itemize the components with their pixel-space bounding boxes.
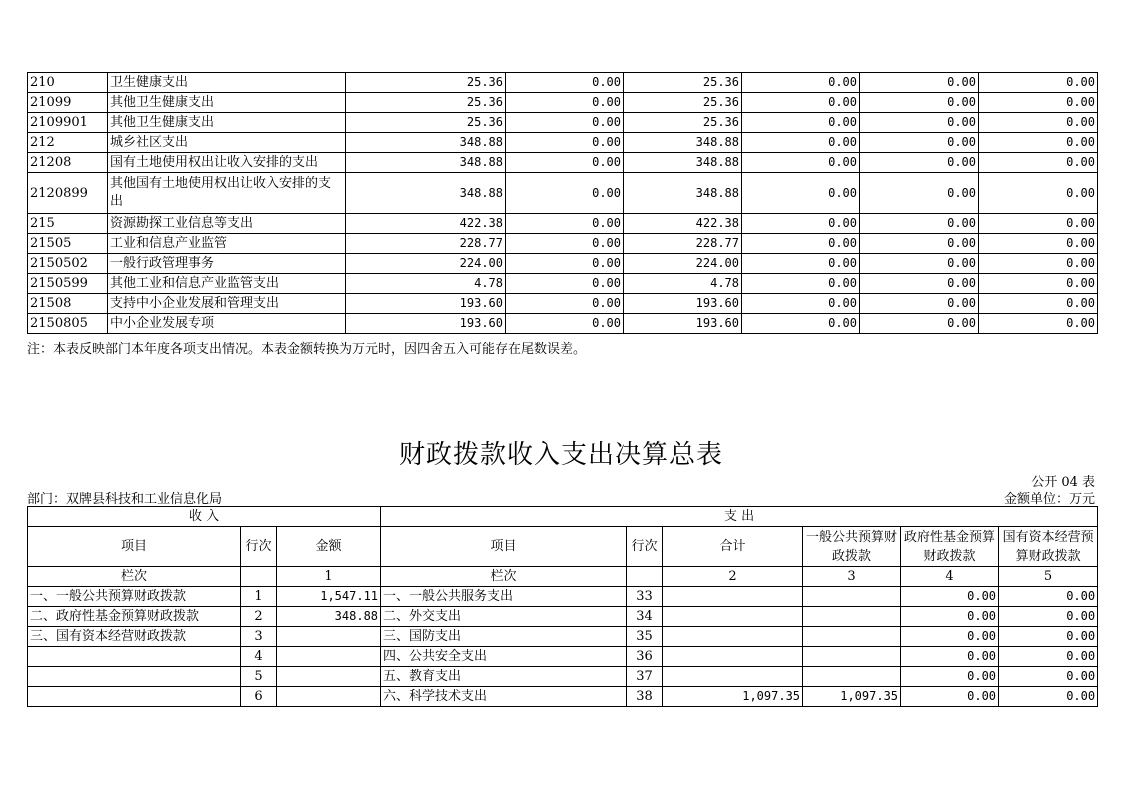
- gov-fund-amount: 0.00: [901, 667, 999, 687]
- row-amount-col5: 0.00: [860, 214, 979, 234]
- col-number: 3: [803, 567, 901, 587]
- expense-item-header: 项目: [381, 527, 627, 567]
- row-name: 其他卫生健康支出: [108, 93, 346, 113]
- income-row-no: 4: [241, 647, 277, 667]
- expense-header: 支 出: [381, 507, 1098, 527]
- gov-fund-amount: 0.00: [901, 687, 999, 707]
- income-amount: [277, 687, 381, 707]
- income-rowno-header: 行次: [241, 527, 277, 567]
- expense-item: 五、教育支出: [381, 667, 627, 687]
- income-amount: [277, 647, 381, 667]
- row-amount-col4: 0.00: [742, 254, 860, 274]
- expense-item: 二、外交支出: [381, 607, 627, 627]
- income-row-no: 5: [241, 667, 277, 687]
- table-row: [28, 93, 1098, 113]
- state-capital-amount: 0.00: [999, 667, 1098, 687]
- row-code: 21099: [28, 93, 108, 113]
- row-amount-col5: 0.00: [860, 113, 979, 133]
- department-label: 部门：双牌县科技和工业信息化局: [27, 492, 223, 507]
- table-row: [28, 587, 1098, 607]
- row-amount-col5: 0.00: [860, 254, 979, 274]
- row-amount-col5: 0.00: [860, 173, 979, 214]
- row-amount-col5: 0.00: [860, 234, 979, 254]
- row-amount-col4: 0.00: [742, 274, 860, 294]
- table-row: [28, 113, 1098, 133]
- gov-fund-amount: 0.00: [901, 647, 999, 667]
- row-code: 215: [28, 214, 108, 234]
- row-amount-total: 25.36: [346, 93, 506, 113]
- gov-fund-amount: 0.00: [901, 607, 999, 627]
- row-amount-project: 422.38: [624, 214, 742, 234]
- expense-row-no: 33: [627, 587, 663, 607]
- table-row: [28, 254, 1098, 274]
- row-amount-project: 4.78: [624, 274, 742, 294]
- row-amount-total: 25.36: [346, 73, 506, 93]
- col-number: 4: [901, 567, 999, 587]
- table-row: [28, 687, 1098, 707]
- row-name: 城乡社区支出: [108, 133, 346, 153]
- income-row-no: 1: [241, 587, 277, 607]
- row-amount-basic: 0.00: [506, 153, 624, 173]
- row-amount-col5: 0.00: [860, 133, 979, 153]
- expense-rowno-header: 行次: [627, 527, 663, 567]
- table-row: [28, 607, 1098, 627]
- total-amount: [663, 627, 803, 647]
- row-amount-project: 193.60: [624, 294, 742, 314]
- row-amount-col4: 0.00: [742, 133, 860, 153]
- row-amount-total: 422.38: [346, 214, 506, 234]
- income-item: [28, 687, 241, 707]
- table-row: [28, 133, 1098, 153]
- row-amount-project: 228.77: [624, 234, 742, 254]
- row-amount-col4: 0.00: [742, 214, 860, 234]
- total-header: 合计: [663, 527, 803, 567]
- row-amount-col6: 0.00: [979, 294, 1098, 314]
- row-name: 其他国有土地使用权出让收入安排的支出: [108, 173, 346, 214]
- row-amount-total: 228.77: [346, 234, 506, 254]
- income-amount: 1,547.11: [277, 587, 381, 607]
- row-code: 2150805: [28, 314, 108, 334]
- gov-fund-amount: 0.00: [901, 627, 999, 647]
- total-amount: [663, 667, 803, 687]
- row-amount-total: 348.88: [346, 153, 506, 173]
- row-amount-basic: 0.00: [506, 93, 624, 113]
- row-name: 中小企业发展专项: [108, 314, 346, 334]
- expense-row-no: 37: [627, 667, 663, 687]
- row-amount-basic: 0.00: [506, 254, 624, 274]
- form-number: 公开 04 表: [1031, 475, 1095, 490]
- row-code: 210: [28, 73, 108, 93]
- row-amount-col5: 0.00: [860, 73, 979, 93]
- expense-item: 六、科学技术支出: [381, 687, 627, 707]
- row-code: 2150502: [28, 254, 108, 274]
- expense-row-no: 38: [627, 687, 663, 707]
- row-amount-col4: 0.00: [742, 153, 860, 173]
- row-amount-col5: 0.00: [860, 274, 979, 294]
- state-capital-amount: 0.00: [999, 607, 1098, 627]
- table-note: 注：本表反映部门本年度各项支出情况。本表金额转换为万元时，因四舍五入可能存在尾数误差。: [27, 342, 587, 357]
- row-name: 一般行政管理事务: [108, 254, 346, 274]
- row-code: 2120899: [28, 173, 108, 214]
- row-amount-col5: 0.00: [860, 314, 979, 334]
- row-code: 2109901: [28, 113, 108, 133]
- row-code: 212: [28, 133, 108, 153]
- row-code: 21505: [28, 234, 108, 254]
- row-amount-col4: 0.00: [742, 93, 860, 113]
- table-row: [28, 667, 1098, 687]
- row-amount-col6: 0.00: [979, 254, 1098, 274]
- gov-fund-header: 政府性基金预算财政拨款: [901, 527, 999, 567]
- row-amount-col4: 0.00: [742, 73, 860, 93]
- row-name: 其他卫生健康支出: [108, 113, 346, 133]
- row-amount-basic: 0.00: [506, 173, 624, 214]
- row-amount-col6: 0.00: [979, 274, 1098, 294]
- table-row: [28, 73, 1098, 93]
- general-budget-amount: [803, 607, 901, 627]
- row-amount-col5: 0.00: [860, 294, 979, 314]
- row-amount-project: 224.00: [624, 254, 742, 274]
- row-amount-basic: 0.00: [506, 113, 624, 133]
- row-amount-basic: 0.00: [506, 214, 624, 234]
- row-amount-col4: 0.00: [742, 113, 860, 133]
- row-amount-basic: 0.00: [506, 234, 624, 254]
- total-amount: [663, 607, 803, 627]
- table-row: [28, 627, 1098, 647]
- row-name: 其他工业和信息产业监管支出: [108, 274, 346, 294]
- total-amount: [663, 647, 803, 667]
- state-capital-amount: 0.00: [999, 687, 1098, 707]
- blank-cell: [627, 567, 663, 587]
- table-row: [28, 234, 1098, 254]
- row-amount-project: 348.88: [624, 153, 742, 173]
- row-amount-col6: 0.00: [979, 73, 1098, 93]
- income-item-header: 项目: [28, 527, 241, 567]
- total-amount: 1,097.35: [663, 687, 803, 707]
- general-budget-amount: [803, 647, 901, 667]
- state-capital-header: 国有资本经营预算财政拨款: [999, 527, 1098, 567]
- row-amount-project: 25.36: [624, 73, 742, 93]
- row-amount-total: 193.60: [346, 294, 506, 314]
- row-amount-basic: 0.00: [506, 294, 624, 314]
- income-amount: [277, 627, 381, 647]
- row-amount-col6: 0.00: [979, 234, 1098, 254]
- col-label: 栏次: [28, 567, 241, 587]
- row-amount-col4: 0.00: [742, 314, 860, 334]
- income-amount-header: 金额: [277, 527, 381, 567]
- row-amount-col4: 0.00: [742, 173, 860, 214]
- row-amount-col6: 0.00: [979, 153, 1098, 173]
- state-capital-amount: 0.00: [999, 627, 1098, 647]
- table-row: [28, 294, 1098, 314]
- row-amount-total: 193.60: [346, 314, 506, 334]
- row-name: 支持中小企业发展和管理支出: [108, 294, 346, 314]
- expense-item: 四、公共安全支出: [381, 647, 627, 667]
- amount-unit-label: 金额单位：万元: [1003, 492, 1095, 507]
- col-number: 2: [663, 567, 803, 587]
- row-name: 资源勘探工业信息等支出: [108, 214, 346, 234]
- row-amount-col6: 0.00: [979, 113, 1098, 133]
- income-item: 二、政府性基金预算财政拨款: [28, 607, 241, 627]
- row-code: 2150599: [28, 274, 108, 294]
- table-row: [28, 314, 1098, 334]
- income-amount: 348.88: [277, 607, 381, 627]
- general-budget-amount: [803, 587, 901, 607]
- general-budget-amount: [803, 627, 901, 647]
- table-row: [28, 173, 1098, 214]
- row-amount-total: 25.36: [346, 113, 506, 133]
- table-row: [28, 153, 1098, 173]
- general-budget-header: 一般公共预算财政拨款: [803, 527, 901, 567]
- expense-row-no: 35: [627, 627, 663, 647]
- row-amount-col6: 0.00: [979, 314, 1098, 334]
- expense-row-no: 34: [627, 607, 663, 627]
- income-item: 三、国有资本经营财政拨款: [28, 627, 241, 647]
- income-row-no: 2: [241, 607, 277, 627]
- row-amount-col4: 0.00: [742, 294, 860, 314]
- row-amount-project: 348.88: [624, 133, 742, 153]
- income-row-no: 6: [241, 687, 277, 707]
- total-amount: [663, 587, 803, 607]
- col-number: 1: [277, 567, 381, 587]
- table-row: [28, 274, 1098, 294]
- gov-fund-amount: 0.00: [901, 587, 999, 607]
- general-budget-amount: [803, 667, 901, 687]
- row-amount-basic: 0.00: [506, 133, 624, 153]
- row-amount-total: 224.00: [346, 254, 506, 274]
- income-item: [28, 667, 241, 687]
- row-amount-total: 4.78: [346, 274, 506, 294]
- row-code: 21508: [28, 294, 108, 314]
- row-amount-total: 348.88: [346, 173, 506, 214]
- expense-detail-table: [27, 72, 1098, 334]
- table-row: [28, 647, 1098, 667]
- row-amount-col6: 0.00: [979, 133, 1098, 153]
- expense-row-no: 36: [627, 647, 663, 667]
- state-capital-amount: 0.00: [999, 647, 1098, 667]
- row-amount-basic: 0.00: [506, 274, 624, 294]
- row-amount-col5: 0.00: [860, 93, 979, 113]
- row-amount-basic: 0.00: [506, 314, 624, 334]
- general-budget-amount: 1,097.35: [803, 687, 901, 707]
- row-name: 卫生健康支出: [108, 73, 346, 93]
- row-amount-col4: 0.00: [742, 234, 860, 254]
- row-name: 工业和信息产业监管: [108, 234, 346, 254]
- row-amount-project: 193.60: [624, 314, 742, 334]
- table-row: [28, 214, 1098, 234]
- state-capital-amount: 0.00: [999, 587, 1098, 607]
- row-amount-col6: 0.00: [979, 93, 1098, 113]
- col-label: 栏次: [381, 567, 627, 587]
- row-amount-basic: 0.00: [506, 73, 624, 93]
- blank-cell: [241, 567, 277, 587]
- page-title: 财政拨款收入支出决算总表: [398, 440, 723, 470]
- row-amount-col6: 0.00: [979, 214, 1098, 234]
- income-row-no: 3: [241, 627, 277, 647]
- row-name: 国有土地使用权出让收入安排的支出: [108, 153, 346, 173]
- income-header: 收 入: [28, 507, 381, 527]
- row-code: 21208: [28, 153, 108, 173]
- expense-item: 三、国防支出: [381, 627, 627, 647]
- row-amount-col5: 0.00: [860, 153, 979, 173]
- row-amount-project: 25.36: [624, 93, 742, 113]
- col-number: 5: [999, 567, 1098, 587]
- row-amount-project: 348.88: [624, 173, 742, 214]
- income-item: [28, 647, 241, 667]
- income-item: 一、一般公共预算财政拨款: [28, 587, 241, 607]
- row-amount-total: 348.88: [346, 133, 506, 153]
- income-amount: [277, 667, 381, 687]
- row-amount-col6: 0.00: [979, 173, 1098, 214]
- fiscal-summary-table: [27, 506, 1098, 707]
- expense-item: 一、一般公共服务支出: [381, 587, 627, 607]
- row-amount-project: 25.36: [624, 113, 742, 133]
